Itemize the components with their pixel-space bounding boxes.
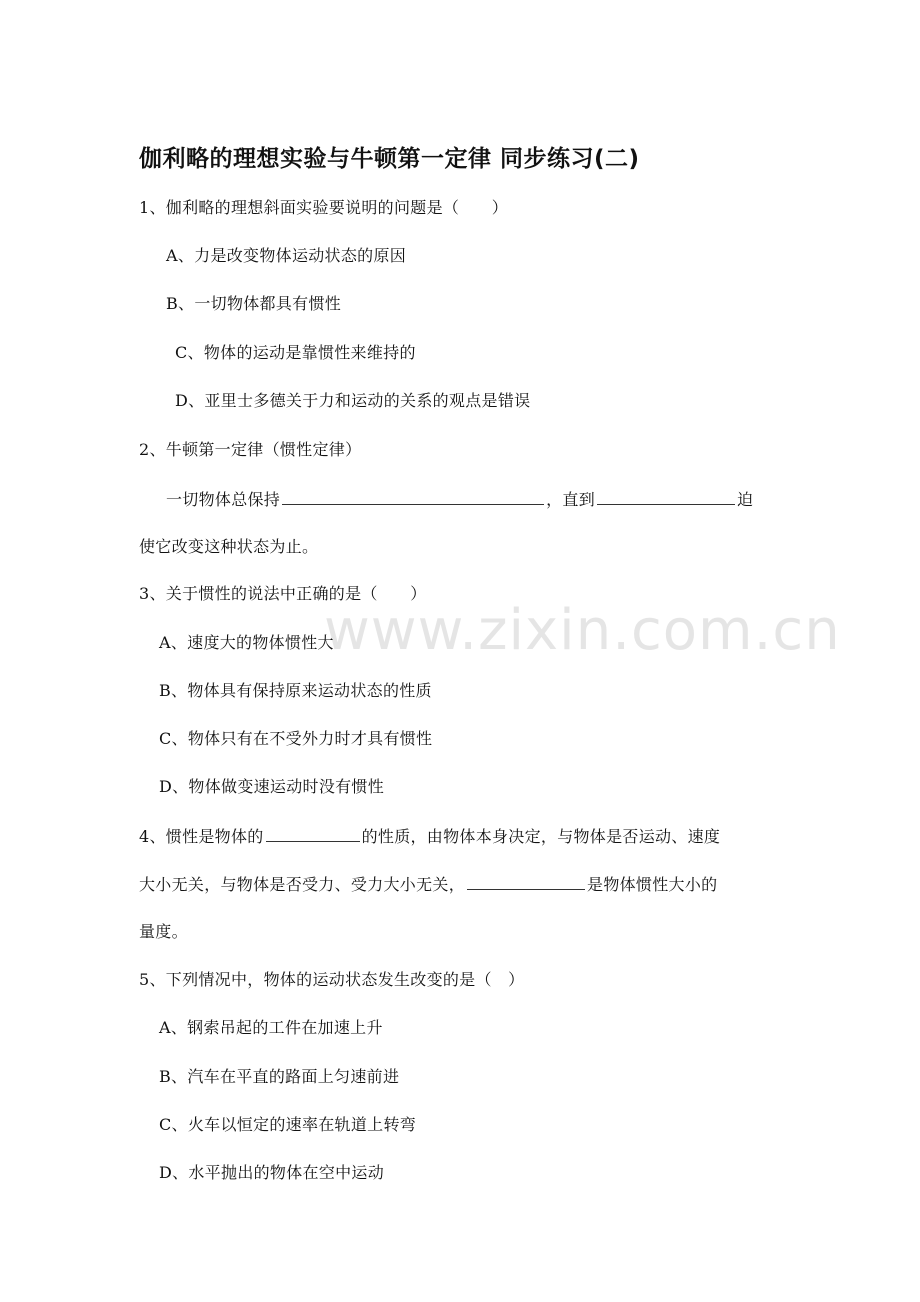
question-5-option-d: D、水平抛出的物体在空中运动	[159, 1163, 385, 1182]
question-5-option-a: A、钢索吊起的工件在加速上升	[159, 1018, 383, 1037]
question-1-option-a: A、力是改变物体运动状态的原因	[166, 246, 407, 265]
question-5-stem: 5、下列情况中，物体的运动状态发生改变的是（ ）	[139, 970, 525, 989]
question-2-sentence	[166, 488, 753, 511]
answer-blank-4[interactable]	[467, 873, 585, 890]
question-2-text-1: 一切物体总保持	[166, 490, 281, 509]
question-2-text-3: 迫	[737, 490, 754, 509]
question-4-text-4: 是物体惯性大小的	[587, 875, 718, 894]
question-4-line-1	[139, 825, 720, 848]
question-2-text-2: ，直到	[546, 490, 596, 509]
question-4-text-2: 的性质，由物体本身决定，与物体是否运动、速度	[361, 827, 721, 846]
page-title: 伽利略的理想实验与牛顿第一定律 同步练习(二)	[139, 146, 640, 172]
question-3-option-a: A、速度大的物体惯性大	[159, 633, 334, 652]
question-4-line-2	[139, 873, 717, 896]
question-5-option-b: B、汽车在平直的路面上匀速前进	[159, 1067, 400, 1086]
question-1-stem: 1、伽利略的理想斜面实验要说明的问题是（ ）	[139, 198, 509, 217]
answer-blank-1[interactable]	[282, 488, 544, 505]
answer-blank-2[interactable]	[597, 488, 735, 505]
question-5-option-c: C、火车以恒定的速率在轨道上转弯	[159, 1115, 417, 1134]
question-3-option-d: D、物体做变速运动时没有惯性	[159, 777, 385, 796]
question-2-stem: 2、牛顿第一定律（惯性定律）	[139, 440, 362, 459]
question-1-option-c: C、物体的运动是靠惯性来维持的	[175, 343, 416, 362]
watermark: www.zixin.com.cn	[324, 598, 841, 663]
question-2-continuation: 使它改变这种状态为止。	[139, 537, 319, 556]
question-3-stem: 3、关于惯性的说法中正确的是（ ）	[139, 584, 427, 603]
question-4-text-3: 大小无关，与物体是否受力、受力大小无关，	[139, 875, 466, 894]
question-4-text-1: 4、惯性是物体的	[139, 827, 264, 846]
question-3-option-b: B、物体具有保持原来运动状态的性质	[159, 681, 432, 700]
question-4-line-3: 量度。	[139, 922, 188, 941]
answer-blank-3[interactable]	[266, 825, 360, 842]
question-1-option-d: D、亚里士多德关于力和运动的关系的观点是错误	[175, 391, 531, 410]
question-1-option-b: B、一切物体都具有惯性	[166, 294, 342, 313]
question-3-option-c: C、物体只有在不受外力时才具有惯性	[159, 729, 433, 748]
